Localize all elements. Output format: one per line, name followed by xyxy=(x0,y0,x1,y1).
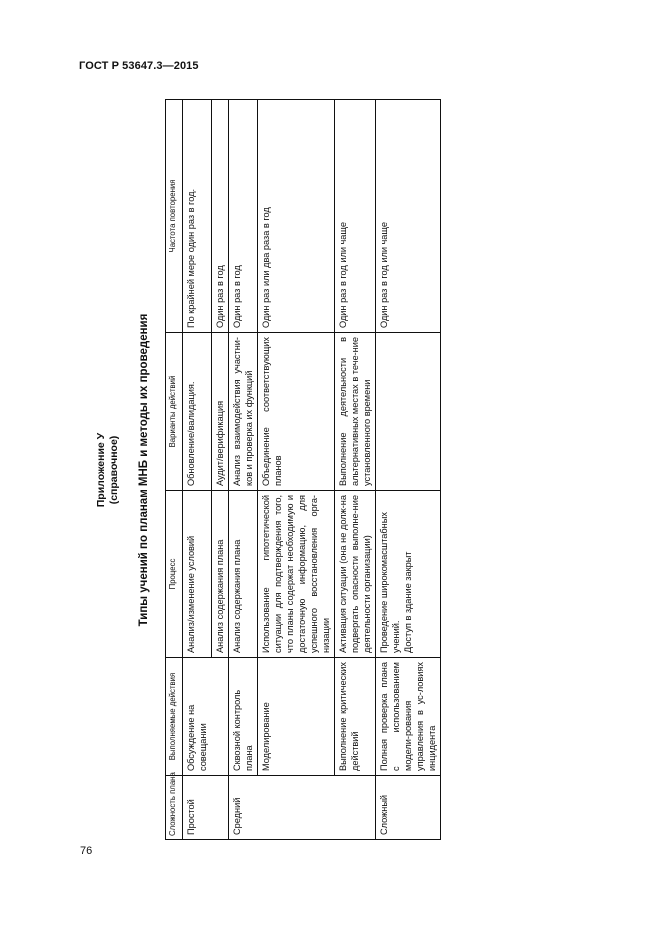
cell-variants: Анализ взаимодействия участни-ков и проверка их функций xyxy=(228,333,257,491)
cell-action: Сквозной контроль плана xyxy=(228,658,257,776)
cell-complexity xyxy=(257,776,334,840)
cell-complexity: Простой xyxy=(183,776,212,840)
cell-action xyxy=(211,658,228,776)
cell-variants xyxy=(375,333,440,491)
exercise-types-table xyxy=(165,99,441,840)
cell-complexity: Сложный xyxy=(375,776,440,840)
cell-variants: Аудит/верификация xyxy=(211,333,228,491)
header-action: Выполняемые действия xyxy=(166,658,183,776)
cell-action: Полная проверка плана с использованием модели-рования управления в ус-ловиях инцидента xyxy=(375,658,440,776)
cell-frequency: Один раз в год или чаще xyxy=(375,100,440,333)
document-code: ГОСТ Р 53647.3—2015 xyxy=(79,60,199,72)
table-title: Типы учений по планам МНБ и методы их проведения xyxy=(138,313,150,627)
table-row xyxy=(228,100,257,840)
header-frequency: Частота повторения xyxy=(166,100,183,333)
cell-complexity: Средний xyxy=(228,776,257,840)
header-variants: Варианты действий xyxy=(166,333,183,491)
cell-process: Анализ содержания плана xyxy=(228,491,257,658)
cell-action: Обсуждение на совещании xyxy=(183,658,212,776)
cell-frequency: Один раз в год xyxy=(228,100,257,333)
header-complexity: Сложность плана xyxy=(166,776,183,840)
cell-process xyxy=(375,491,440,658)
table-row xyxy=(257,100,334,840)
cell-variants: Объединение соответствующих планов xyxy=(257,333,334,491)
cell-process: Активация ситуации (она не долж-на подвергать опасности выполне-ние деятельности организации) xyxy=(334,491,375,658)
cell-process: Анализ содержания плана xyxy=(211,491,228,658)
table-row xyxy=(334,100,375,840)
page-number: 76 xyxy=(80,845,93,857)
cell-frequency: Один раз или два раза в год xyxy=(257,100,334,333)
table-row xyxy=(211,100,228,840)
cell-frequency: По крайней мере один раз в год. xyxy=(183,100,212,333)
cell-process: Использование гипотетической ситуации для подтверждения того, что планы содержат необходимую и достаточную информацию, для успешного восстановления орга-низации xyxy=(257,491,334,658)
cell-complexity xyxy=(211,776,228,840)
cell-variants: Обновление/валидация. xyxy=(183,333,212,491)
rotated-appendix-block xyxy=(95,100,440,840)
cell-action: Выполнение критических действий xyxy=(334,658,375,776)
header-process: Процесс xyxy=(166,491,183,658)
cell-process: Анализ/изменение условий xyxy=(183,491,212,658)
process-line: Проведение широкомасштабных учений. xyxy=(378,512,401,653)
appendix-title: Приложение У xyxy=(95,432,107,508)
appendix-note: (справочное) xyxy=(108,435,120,505)
table-row xyxy=(183,100,212,840)
cell-variants: Выполнение деятельности в альтернативных местах в тече-ние установленного времени xyxy=(334,333,375,491)
cell-frequency: Один раз в год или чаще xyxy=(334,100,375,333)
cell-action: Моделирование xyxy=(257,658,334,776)
cell-frequency: Один раз в год xyxy=(211,100,228,333)
table-header-row xyxy=(166,100,183,840)
cell-complexity xyxy=(334,776,375,840)
process-line: Доступ в здание закрыт xyxy=(402,551,413,653)
table-row xyxy=(375,100,440,840)
